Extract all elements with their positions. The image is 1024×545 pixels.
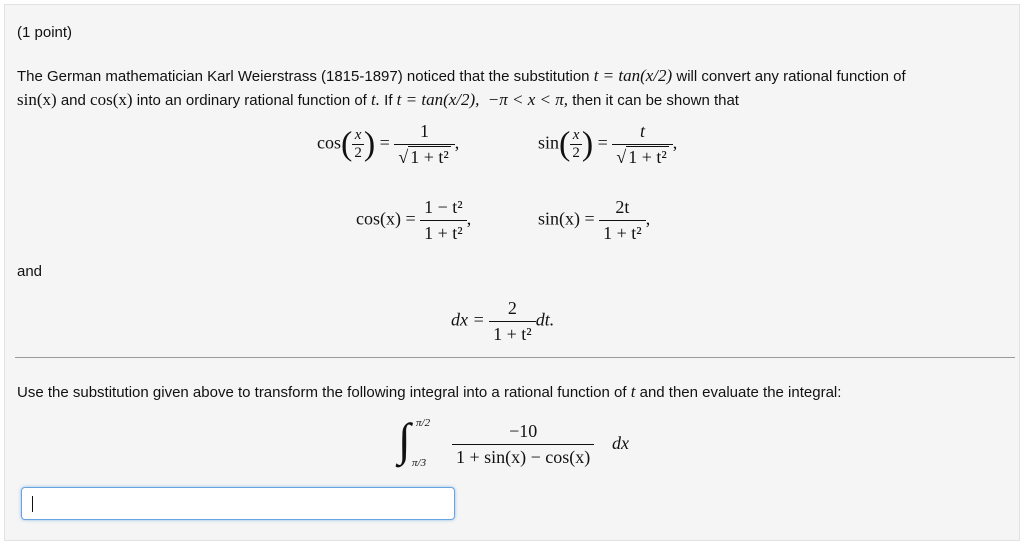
sqrt-icon: √ 1 + t² — [616, 147, 667, 167]
question-text — [17, 382, 841, 402]
frac-den — [612, 145, 672, 168]
sin-full-frac — [599, 197, 646, 244]
answer-input[interactable] — [21, 487, 455, 520]
question-part2: and then evaluate the integral: — [635, 384, 842, 401]
arg-num: x — [352, 127, 364, 145]
intro-text — [17, 64, 1012, 112]
comma: , — [645, 208, 651, 229]
intro-part1: The German mathematician Karl Weierstrass (1815-1897) noticed that the substitution — [17, 68, 594, 85]
arg-den: 2 — [354, 145, 362, 161]
radicand: 1 + t² — [410, 147, 449, 167]
integral-icon: ∫ — [398, 414, 411, 465]
formula-cos-full — [356, 197, 471, 244]
intro-sin-x: sin(x) — [17, 90, 57, 109]
comma: , — [466, 208, 472, 229]
integral-lower-limit: π/3 — [412, 457, 427, 469]
eq-sign: = — [597, 132, 608, 153]
intro-part3: into an ordinary rational function of — [132, 92, 372, 109]
intro-t-var: t. — [371, 90, 380, 109]
dx-lhs: dx = — [451, 309, 485, 330]
sin-lhs: sin(x) = — [538, 208, 595, 229]
frac-num: −10 — [452, 421, 594, 445]
formula-cos-half — [317, 121, 459, 168]
frac-den: 1 + sin(x) − cos(x) — [456, 447, 591, 467]
intro-t-eq2: t = tan(x/2), — [396, 90, 480, 109]
intro-and: and — [56, 92, 91, 109]
paren-close: ) — [363, 125, 376, 163]
cos-half-frac — [394, 121, 454, 168]
cos-full-frac — [420, 197, 467, 244]
frac-num: 1 − t² — [420, 197, 467, 221]
comma: , — [454, 132, 460, 153]
text-caret — [32, 496, 33, 512]
intro-part2: will convert any rational function of — [672, 68, 906, 85]
integral-upper-limit: π/2 — [416, 417, 431, 429]
integral-dx: dx — [612, 433, 629, 453]
frac-num: 1 — [394, 121, 454, 145]
arg-den: 2 — [572, 145, 580, 161]
frac-den: 1 + t² — [493, 324, 532, 344]
paren-open: ( — [341, 125, 353, 163]
sqrt-icon: √ 1 + t² — [398, 147, 449, 167]
dx-frac — [489, 298, 536, 345]
points-label: (1 point) — [17, 24, 73, 41]
frac-num: 2t — [599, 197, 646, 221]
eq-sign: = — [379, 132, 390, 153]
problem-card — [4, 4, 1020, 541]
half-arg — [352, 127, 364, 162]
formula-sin-half — [538, 121, 677, 168]
cos-lhs: cos(x) = — [356, 208, 416, 229]
half-arg — [570, 127, 582, 162]
sin-fn: sin — [538, 132, 560, 153]
formula-dx — [451, 298, 554, 345]
integral-expression — [390, 414, 650, 479]
divider — [15, 357, 1015, 358]
integrand-frac — [452, 421, 594, 468]
dx-rhs: dt. — [535, 309, 555, 330]
frac-den: 1 + t² — [424, 223, 463, 243]
radicand: 1 + t² — [628, 147, 667, 167]
question-part1: Use the substitution given above to transform the following integral into a rational function of — [17, 384, 631, 401]
comma: , — [672, 132, 678, 153]
paren-close: ) — [581, 125, 594, 163]
intro-part5: then it can be shown that — [568, 92, 739, 109]
arg-num: x — [570, 127, 582, 145]
question-t-var: t — [630, 382, 636, 401]
intro-part4: If — [380, 92, 397, 109]
cos-fn: cos — [317, 132, 341, 153]
frac-num: 2 — [489, 298, 536, 322]
intro-t-eq: t = tan(x/2) — [593, 66, 673, 85]
intro-cos-x: cos(x) — [90, 90, 133, 109]
frac-num: t — [612, 121, 672, 145]
and-label: and — [17, 263, 43, 280]
frac-den: 1 + t² — [603, 223, 642, 243]
intro-range: −π < x < π, — [487, 90, 569, 109]
sin-half-frac — [612, 121, 672, 168]
formula-sin-full — [538, 197, 650, 244]
frac-den — [394, 145, 454, 168]
paren-open: ( — [559, 125, 571, 163]
